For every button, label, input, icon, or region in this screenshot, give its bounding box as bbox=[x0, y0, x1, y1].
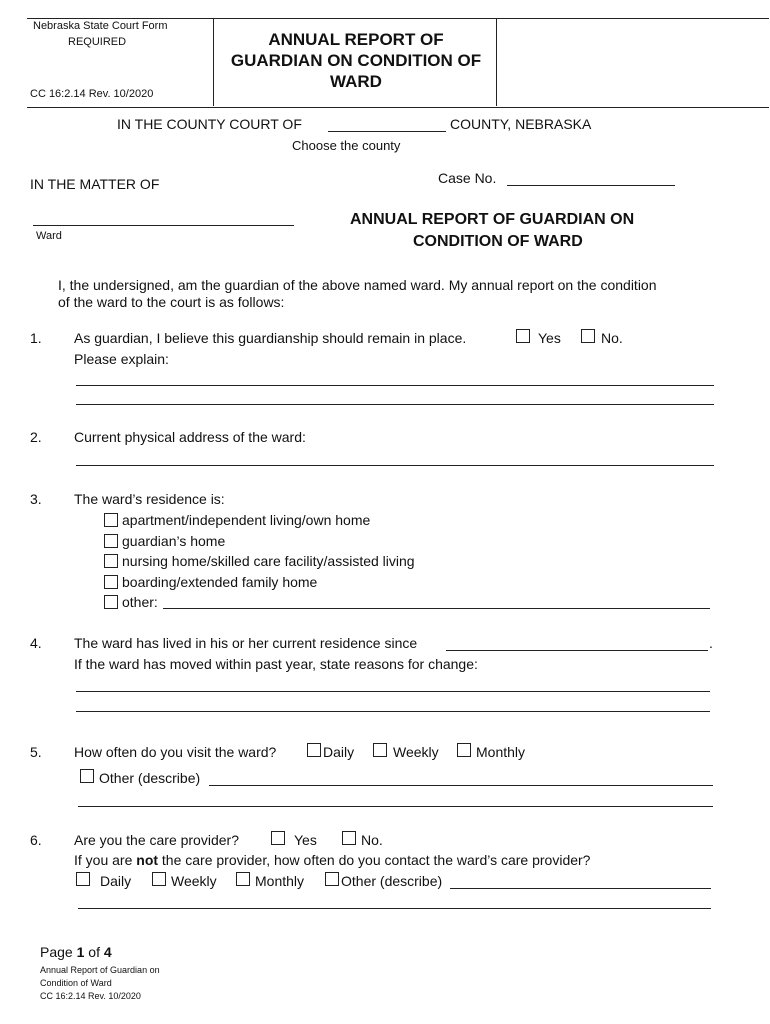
form-title: ANNUAL REPORT OF GUARDIAN ON CONDITION OF WARD bbox=[230, 30, 482, 91]
contact-daily-checkbox[interactable] bbox=[76, 872, 90, 886]
visit-other-label: Other (describe) bbox=[99, 770, 201, 786]
residence-option-checkbox[interactable] bbox=[104, 595, 118, 609]
visit-weekly-checkbox[interactable] bbox=[373, 743, 387, 757]
header-divider bbox=[496, 18, 497, 106]
contact-monthly-checkbox[interactable] bbox=[236, 872, 250, 886]
matter-label: IN THE MATTER OF bbox=[30, 176, 160, 192]
q3-number: 3. bbox=[30, 491, 42, 507]
case-number-input[interactable] bbox=[507, 185, 675, 186]
footer-line: Condition of Ward bbox=[40, 978, 112, 988]
form-label: Nebraska State Court Form bbox=[33, 20, 168, 32]
ward-address-input[interactable] bbox=[76, 465, 714, 466]
q1-explain-label: Please explain: bbox=[74, 351, 169, 367]
residence-option-label: other: bbox=[122, 594, 158, 610]
header-divider bbox=[213, 18, 214, 106]
contact-other-checkbox[interactable] bbox=[325, 872, 339, 886]
q4-number: 4. bbox=[30, 635, 42, 651]
q4-period: . bbox=[709, 635, 713, 651]
page-number: Page 1 of 4 bbox=[40, 944, 112, 960]
residence-option-label: nursing home/skilled care facility/assisted living bbox=[122, 553, 415, 569]
footer-line: CC 16:2.14 Rev. 10/2020 bbox=[40, 991, 141, 1001]
care-provider-no-label: No. bbox=[361, 832, 383, 848]
residence-option-checkbox[interactable] bbox=[104, 575, 118, 589]
residence-option-label: apartment/independent living/own home bbox=[122, 512, 371, 528]
q5-number: 5. bbox=[30, 744, 42, 760]
visit-other-checkbox[interactable] bbox=[80, 769, 94, 783]
q5-text: How often do you visit the ward? bbox=[74, 744, 277, 760]
intro-text: I, the undersigned, am the guardian of the above named ward. My annual report on the condition of the ward to the court is as follows: bbox=[58, 277, 657, 310]
form-code: CC 16:2.14 Rev. 10/2020 bbox=[30, 88, 154, 100]
contact-daily-label: Daily bbox=[100, 873, 132, 889]
care-provider-no-checkbox[interactable] bbox=[342, 831, 356, 845]
q1-explain-input[interactable] bbox=[76, 385, 714, 386]
report-title: ANNUAL REPORT OF GUARDIAN ON bbox=[350, 211, 635, 228]
report-subtitle: CONDITION OF WARD bbox=[413, 233, 583, 250]
residence-option-label: guardian’s home bbox=[122, 533, 226, 549]
contact-other-input[interactable] bbox=[450, 888, 711, 889]
q1-no-checkbox[interactable] bbox=[581, 329, 595, 343]
visit-daily-label: Daily bbox=[323, 744, 355, 760]
contact-other-label: Other (describe) bbox=[341, 873, 443, 889]
q1-explain-input[interactable] bbox=[76, 404, 714, 405]
q1-yes-checkbox[interactable] bbox=[516, 329, 530, 343]
county-hint[interactable]: Choose the county bbox=[292, 138, 401, 153]
residence-option-checkbox[interactable] bbox=[104, 513, 118, 527]
q4-text2: If the ward has moved within past year, state reasons for change: bbox=[74, 656, 478, 672]
contact-weekly-checkbox[interactable] bbox=[152, 872, 166, 886]
q4-text: The ward has lived in his or her current residence since bbox=[74, 635, 418, 651]
county-input[interactable] bbox=[328, 131, 446, 132]
q6-number: 6. bbox=[30, 832, 42, 848]
move-reasons-input[interactable] bbox=[76, 691, 710, 692]
q1-text: As guardian, I believe this guardianship should remain in place. bbox=[74, 330, 467, 346]
q2-number: 2. bbox=[30, 429, 42, 445]
q1-number: 1. bbox=[30, 330, 42, 346]
residence-since-input[interactable] bbox=[446, 650, 708, 651]
residence-option-checkbox[interactable] bbox=[104, 554, 118, 568]
care-provider-yes-label: Yes bbox=[294, 832, 317, 848]
residence-option-label: boarding/extended family home bbox=[122, 574, 318, 590]
court-suffix: COUNTY, NEBRASKA bbox=[450, 116, 592, 132]
q6-text: Are you the care provider? bbox=[74, 832, 239, 848]
visit-monthly-label: Monthly bbox=[476, 744, 526, 760]
visit-daily-checkbox[interactable] bbox=[307, 743, 321, 757]
q1-no-label: No. bbox=[601, 330, 623, 346]
q1-yes-label: Yes bbox=[538, 330, 561, 346]
residence-option-checkbox[interactable] bbox=[104, 534, 118, 548]
case-label: Case No. bbox=[438, 170, 497, 186]
visit-other-input[interactable] bbox=[78, 806, 713, 807]
contact-other-input[interactable] bbox=[78, 908, 711, 909]
ward-label: Ward bbox=[36, 230, 62, 242]
footer-line: Annual Report of Guardian on bbox=[40, 965, 160, 975]
q3-text: The ward’s residence is: bbox=[74, 491, 225, 507]
visit-monthly-checkbox[interactable] bbox=[457, 743, 471, 757]
residence-other-input[interactable] bbox=[163, 608, 710, 609]
q6-text2: If you are not the care provider, how often do you contact the ward’s care provider? bbox=[74, 852, 591, 868]
visit-other-input[interactable] bbox=[209, 785, 713, 786]
move-reasons-input[interactable] bbox=[76, 711, 710, 712]
visit-weekly-label: Weekly bbox=[393, 744, 439, 760]
q2-text: Current physical address of the ward: bbox=[74, 429, 306, 445]
care-provider-yes-checkbox[interactable] bbox=[271, 831, 285, 845]
contact-weekly-label: Weekly bbox=[171, 873, 217, 889]
court-prefix: IN THE COUNTY COURT OF bbox=[117, 116, 302, 132]
contact-monthly-label: Monthly bbox=[255, 873, 305, 889]
form-required: REQUIRED bbox=[68, 36, 127, 48]
ward-name-input[interactable] bbox=[33, 225, 294, 226]
